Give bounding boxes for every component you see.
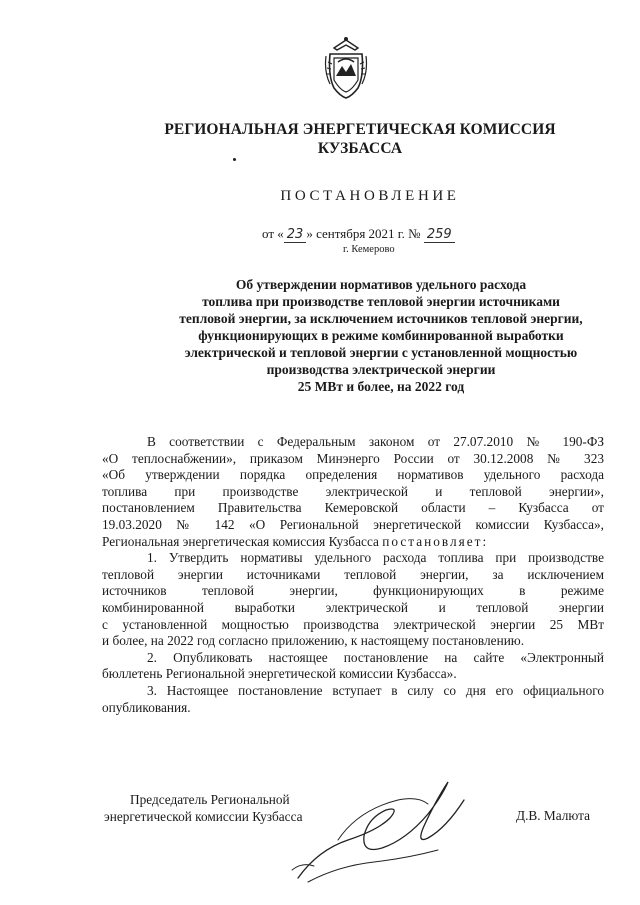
preamble-line: В соответствии с Федеральным законом от 27.07.2010 № 190-ФЗ — [147, 434, 604, 449]
document-type-heading: ПОСТАНОВЛЕНИЕ — [280, 188, 460, 204]
document-number-handwritten: 259 — [424, 227, 455, 243]
item3-line: 3. Настоящее постановление вступает в силу со дня его официального — [147, 682, 604, 698]
preamble-line: постановлением Правительства Кемеровской области – Кузбасса от — [102, 500, 604, 516]
position-line2: энергетической комиссии Кузбасса — [104, 808, 303, 824]
preamble-line: 19.03.2020 № 142 «О Региональной энергетической комиссии Кузбасса», — [102, 516, 604, 532]
document-title — [150, 276, 612, 395]
title-line: 25 МВт и более, на 2022 год — [297, 379, 465, 394]
city-label: г. Кемерово — [343, 244, 395, 255]
signatory-name: Д.В. Малюта — [516, 808, 591, 823]
handwritten-signature — [278, 770, 478, 890]
item1-line: и более, на 2022 год согласно приложению, к настоящему постановлению. — [102, 633, 525, 649]
organization-name-line2: КУЗБАССА — [317, 140, 403, 157]
date-prefix: от « — [262, 226, 284, 241]
preamble-line: «О теплоснабжении», приказом Минэнерго России от 30.12.2008 № 323 — [102, 450, 604, 466]
item1-line: 1. Утвердить нормативы удельного расхода топлива при производстве — [147, 550, 604, 566]
item1-line: комбинированной выработки электрической и тепловой энергии — [102, 599, 604, 615]
title-line: Об утверждении нормативов удельного расхода — [235, 277, 527, 292]
title-line: функционирующих в режиме комбинированной выработки — [198, 328, 564, 343]
title-line: производства электрической энергии — [266, 362, 496, 377]
title-line: топлива при производстве тепловой энергии источниками — [202, 294, 560, 309]
preamble-last-line — [102, 534, 604, 551]
preamble-last-text: Региональная энергетическая комиссия Кузбасса — [102, 533, 379, 549]
organization-name-line1: РЕГИОНАЛЬНАЯ ЭНЕРГЕТИЧЕСКАЯ КОМИССИЯ — [164, 121, 556, 138]
preamble-line: «Об утверждении порядка определения нормативов удельного расхода — [102, 467, 604, 483]
preamble-line: топлива при производстве электрической и тепловой энергии», — [102, 483, 604, 499]
item1-line: источников тепловой энергии, функционирующих в режиме — [102, 583, 604, 599]
signatory-position — [104, 792, 303, 825]
position-line1: Председатель Региональной — [130, 792, 290, 807]
decree-word: постановляет: — [382, 533, 489, 549]
date-day-handwritten: 23 — [284, 227, 307, 243]
document-date-line — [262, 226, 455, 242]
item1-line: тепловой энергии источниками тепловой энергии, за исключением — [102, 566, 604, 582]
document-body — [102, 434, 604, 716]
title-line: электрической и тепловой энергии с установленной мощностью — [184, 345, 578, 360]
item1-line: с установленной мощностью производства электрической энергии 25 МВт — [102, 616, 604, 632]
stray-mark — [233, 158, 236, 161]
item3-line: опубликования. — [102, 699, 191, 715]
item2-line: бюллетень Региональной энергетической комиссии Кузбасса». — [102, 666, 457, 682]
date-middle: » сентября 2021 г. № — [306, 226, 421, 241]
coat-of-arms-emblem — [324, 36, 368, 100]
item2-line: 2. Опубликовать настоящее постановление на сайте «Электронный — [147, 649, 604, 665]
title-line: тепловой энергии, за исключением источников тепловой энергии, — [179, 311, 583, 326]
